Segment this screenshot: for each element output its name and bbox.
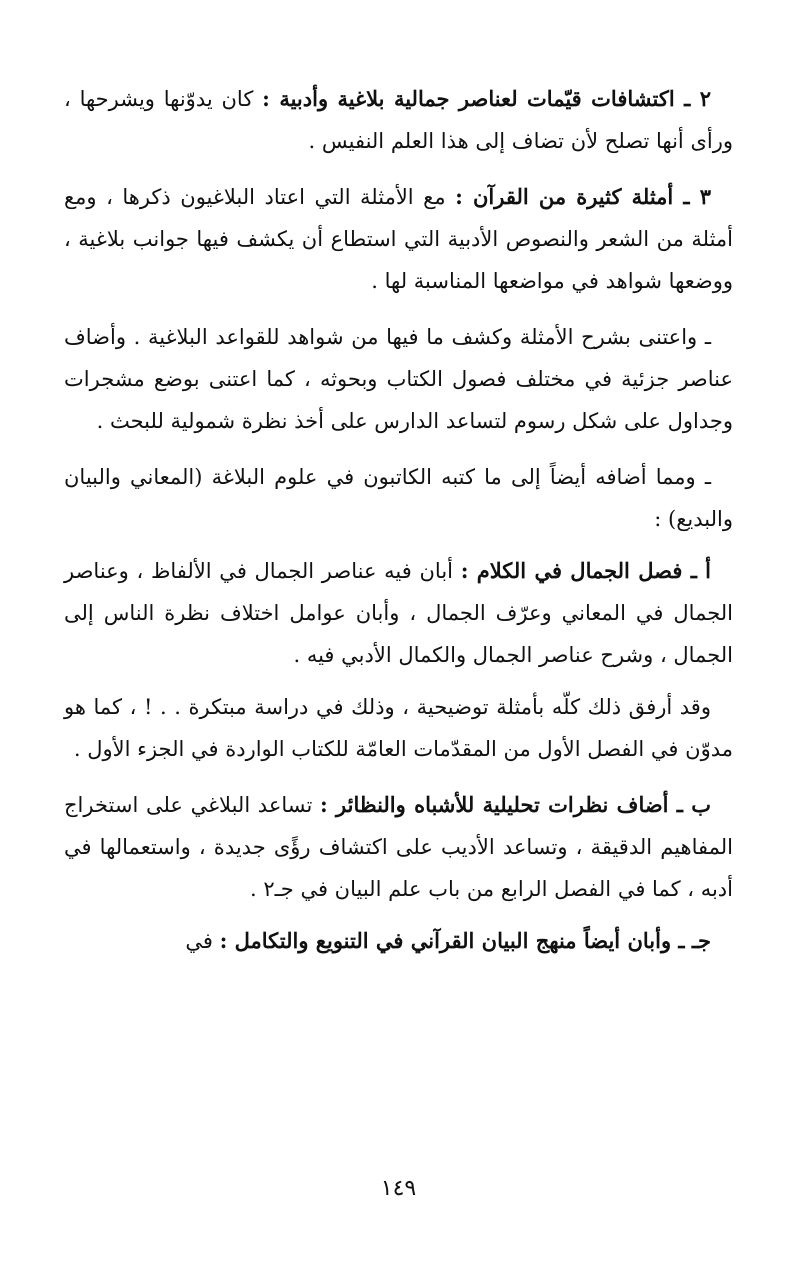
paragraph-text: وقد أرفق ذلك كلّه بأمثلة توضيحية ، وذلك في دراسة مبتكرة . . ! ، كما هو مدوّن في الفصل الأول من المقدّمات العامّة للكتاب الواردة في الجزء الأول .	[64, 695, 733, 761]
paragraph-text: أبان فيه عناصر الجمال في الألفاظ ، وعناصر الجمال في المعاني وعرّف الجمال ، وأبان عوامل اختلاف نظرة الناس إلى الجمال ، وشرح عناصر الجمال والكمال الأدبي فيه .	[64, 559, 733, 667]
paragraph-text: تساعد البلاغي على استخراج المفاهيم الدقيقة ، وتساعد الأديب على اكتشاف رؤًى جديدة ، واستعمالها في أدبه ، كما في الفصل الرابع من باب علم البيان في جـ٢ .	[64, 793, 733, 901]
paragraph-text: ـ ومما أضافه أيضاً إلى ما كتبه الكاتبون في علوم البلاغة (المعاني والبيان والبديع) :	[64, 465, 733, 531]
paragraph-heading: ٢ ـ اكتشافات قيّمات لعناصر جمالية بلاغية وأدبية :	[262, 86, 711, 111]
paragraph-heading: أ ـ فصل الجمال في الكلام :	[460, 558, 711, 583]
paragraph-explanations	[64, 316, 733, 442]
paragraph-text: كان يدوّنها ويشرحها ، ورأى أنها تصلح لأن تضاف إلى هذا العلم النفيس .	[64, 87, 733, 153]
paragraph-heading: ب ـ أضاف نظرات تحليلية للأشباه والنظائر :	[319, 792, 711, 817]
page-number: ١٤٩	[380, 1176, 417, 1201]
paragraph-text: مع الأمثلة التي اعتاد البلاغيون ذكرها ، ومع أمثلة من الشعر والنصوص الأدبية التي استطاع أن يكشف فيها جوانب بلاغية ، ووضعها شواهد في مواضعها المناسبة لها .	[64, 185, 733, 293]
paragraph-item-a-beauty	[64, 550, 733, 676]
paragraph-text: في	[185, 929, 220, 953]
paragraph-heading: ٣ ـ أمثلة كثيرة من القرآن :	[455, 184, 711, 209]
paragraph-additions	[64, 456, 733, 540]
body-text	[64, 78, 733, 976]
paragraph-item-c-quranic-method	[64, 920, 733, 962]
paragraph-text: ـ واعتنى بشرح الأمثلة وكشف ما فيها من شواهد للقواعد البلاغية . وأضاف عناصر جزئية في مختلف فصول الكتاب وبحوثه ، كما اعتنى بوضع مشجرات وجداول على شكل رسوم لتساعد الدارس على أخذ نظرة شمولية للبحث .	[64, 325, 733, 433]
paragraph-item-b-analytic	[64, 784, 733, 910]
paragraph-heading: جـ ـ وأبان أيضاً منهج البيان القرآني في التنويع والتكامل :	[219, 928, 711, 953]
paragraph-item-2-discoveries	[64, 78, 733, 162]
paragraph-item-3-quran-examples	[64, 176, 733, 302]
paragraph-examples-note	[64, 686, 733, 770]
